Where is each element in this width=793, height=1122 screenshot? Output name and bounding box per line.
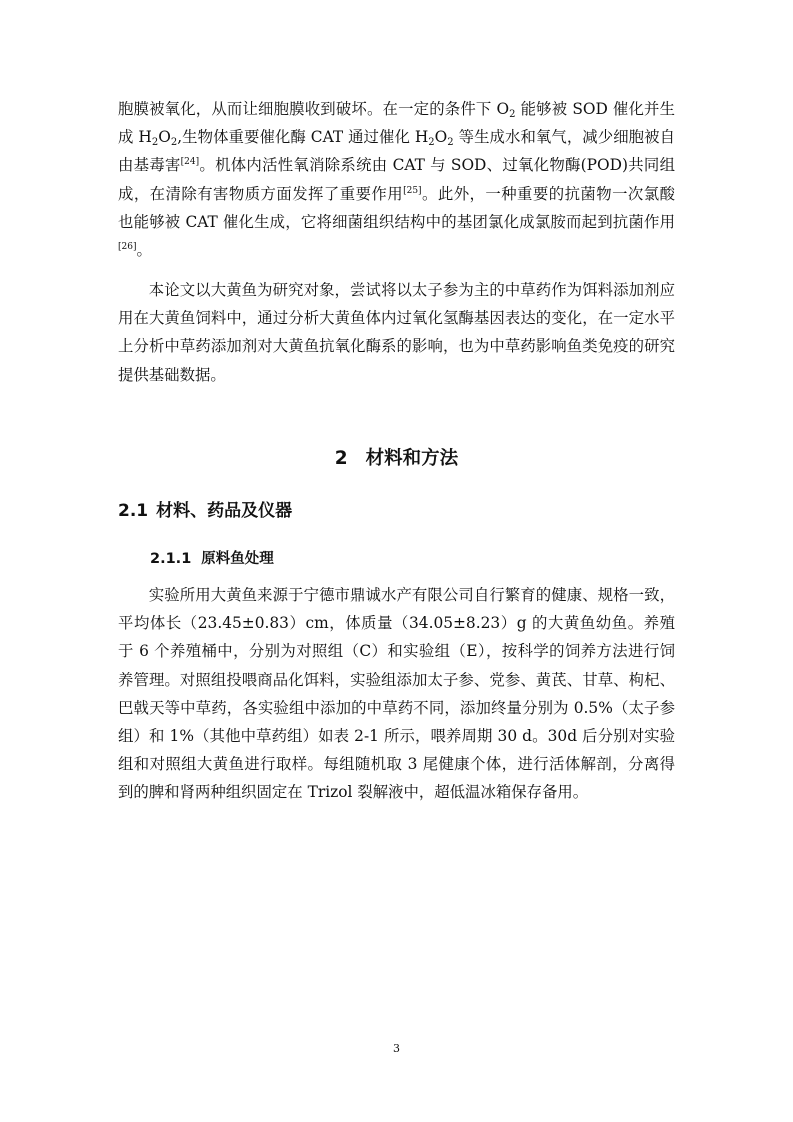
paragraph-catalase-intro [118,95,675,264]
page-number: 3 [393,1042,400,1055]
section-number: 2 [334,448,348,469]
subscript: 2 [447,137,454,149]
subsubsection-number: 2.1.1 [150,551,192,567]
text-run: ,生物体重要催化酶 CAT 通过催化 H [177,128,429,147]
subscript: 2 [170,137,178,149]
section-heading [0,444,793,470]
citation-ref-26: [26] [118,242,137,253]
citation-ref-25: [25] [403,185,422,196]
subsection-heading [118,496,292,521]
text-run: 胞膜被氧化，从而让细胞膜收到破坏。在一定的条件下 O [118,100,510,118]
subsubsection-heading [150,547,274,568]
text-run: 。机体内活性氧消除系统由 CAT 与 SOD、过氧化物酶(POD)共同组成，在清除有害物质方面发挥了重要作用 [118,156,675,203]
text-run: 能够被 SOD 催化并生成 H [118,100,675,147]
text-run: O [434,128,448,147]
subsubsection-title: 原料鱼处理 [201,551,274,567]
subscript: 2 [428,137,435,149]
text-run: 。此外，一种重要的抗菌物一次氯酸也能够被 CAT 催化生成，它将细菌组织结构中的基团氯化成氯胺而起到抗菌作用 [118,184,675,231]
paragraph-fish-treatment: 实验所用大黄鱼来源于宁德市鼎诚水产有限公司自行繁育的健康、规格一致，平均体长（23.45±0.83）cm，体质量（34.05±8.23）g 的大黄鱼幼鱼。养殖于 6 个养殖桶中，分别为对照组（C）和实验组（E），按科学的饲养方法进行饲养管理。对照组投喂商品化饵料，实验组添加太子参、党参、黄芪、甘草、枸杞、巴戟天等中草药，各实验组中添加的中草药不同，添加终量分别为 0.5%（太子参组）和 1%（其他中草药组）如表 2-1 所示，喂养周期 30 d。30d 后分别对实验组和对照组大黄鱼进行取样。每组随机取 3 尾健康个体，进行活体解剖，分离得到的脾和肾两种组织固定在 Trizol 裂解液中，超低温冰箱保存备用。 [118,586,675,802]
citation-ref-24: [24] [180,157,200,168]
text-run: 等生成水和氧气，减少细胞被自由基毒害 [118,128,675,175]
subscript: 2 [509,109,516,120]
subsection-title: 材料、药品及仪器 [156,501,293,521]
subsection-number: 2.1 [118,501,149,521]
text-run: 。 [136,241,152,260]
subscript: 2 [151,137,159,149]
section-title: 材料和方法 [365,448,459,469]
text-run: O [158,128,171,147]
paragraph-study-aim: 本论文以大黄鱼为研究对象，尝试将以太子参为主的中草药作为饵料添加剂应用在大黄鱼饲料中，通过分析大黄鱼体内过氧化氢酶基因表达的变化，在一定水平上分析中草药添加剂对大黄鱼抗氧化酶系的影响，也为中草药影响鱼类免疫的研究提供基础数据。 [118,281,675,384]
